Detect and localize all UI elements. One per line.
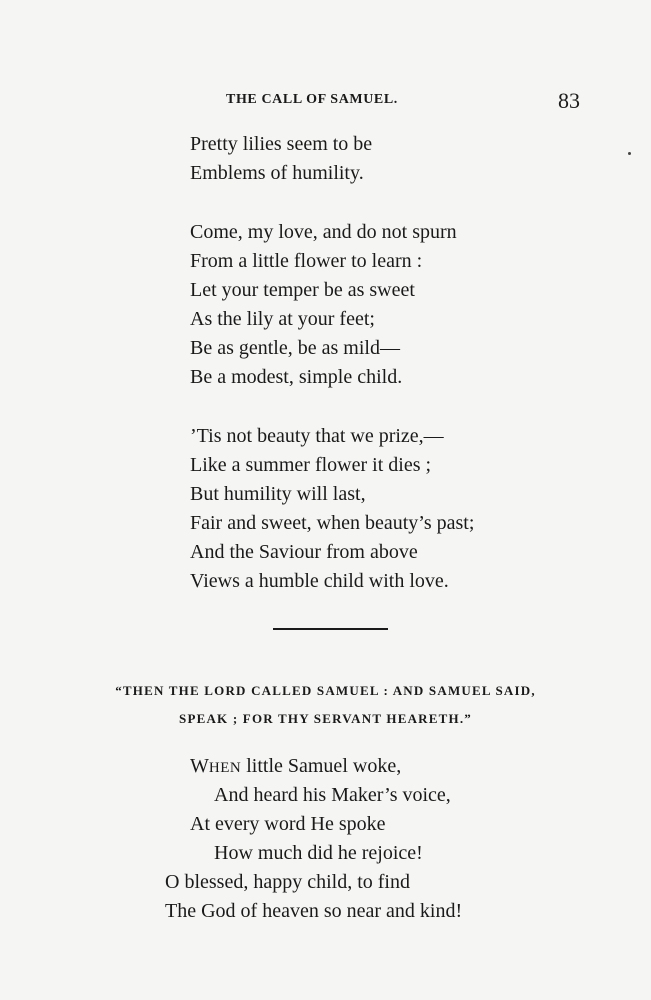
- poem-line: But humility will last,: [190, 483, 366, 505]
- poem1-stanza3: [190, 422, 474, 596]
- poem-line: Fair and sweet, when beauty’s past;: [190, 512, 475, 534]
- poem-line: Views a humble child with love.: [190, 570, 449, 592]
- poem-line: Come, my love, and do not spurn: [190, 221, 457, 243]
- page-number: 83: [558, 88, 580, 113]
- poem-line: Pretty lilies seem to be: [190, 133, 373, 155]
- poem2-stanza: [165, 752, 463, 926]
- first-line-rest: little Samuel woke,: [241, 755, 402, 777]
- paper-speck: [628, 152, 631, 155]
- poem-line: The God of heaven so near and kind!: [165, 900, 463, 922]
- poem-line: At every word He spoke: [190, 813, 386, 835]
- running-head: [0, 88, 651, 112]
- poem1-stanza1: [190, 130, 372, 188]
- first-word-rest: HEN: [208, 760, 242, 776]
- poem-line: As the lily at your feet;: [190, 308, 375, 330]
- poem-line: O blessed, happy child, to find: [165, 871, 410, 893]
- poem1-stanza2: [190, 218, 457, 392]
- poem-line: And heard his Maker’s voice,: [214, 784, 451, 806]
- poem-line: Emblems of humility.: [190, 162, 364, 184]
- poem-line: Be a modest, simple child.: [190, 366, 403, 388]
- poem-line: Like a summer flower it dies ;: [190, 454, 432, 476]
- poem-line: Let your temper be as sweet: [190, 279, 415, 301]
- poem-line: From a little flower to learn :: [190, 250, 423, 272]
- epigraph-line-1: “THEN THE LORD CALLED SAMUEL : AND SAMUEL SAID,: [115, 683, 536, 698]
- poem-line: How much did he rejoice!: [214, 842, 423, 864]
- poem-line: And the Saviour from above: [190, 541, 418, 563]
- drop-initial: W: [190, 755, 209, 777]
- poem-line: Be as gentle, be as mild—: [190, 337, 400, 359]
- running-title: THE CALL OF SAMUEL.: [226, 92, 398, 107]
- poem-line: ’Tis not beauty that we prize,—: [190, 425, 444, 447]
- section-divider-rule: [273, 628, 388, 630]
- epigraph-line-2: SPEAK ; FOR THY SERVANT HEARETH.”: [179, 711, 472, 726]
- poem-line-first: [190, 752, 462, 781]
